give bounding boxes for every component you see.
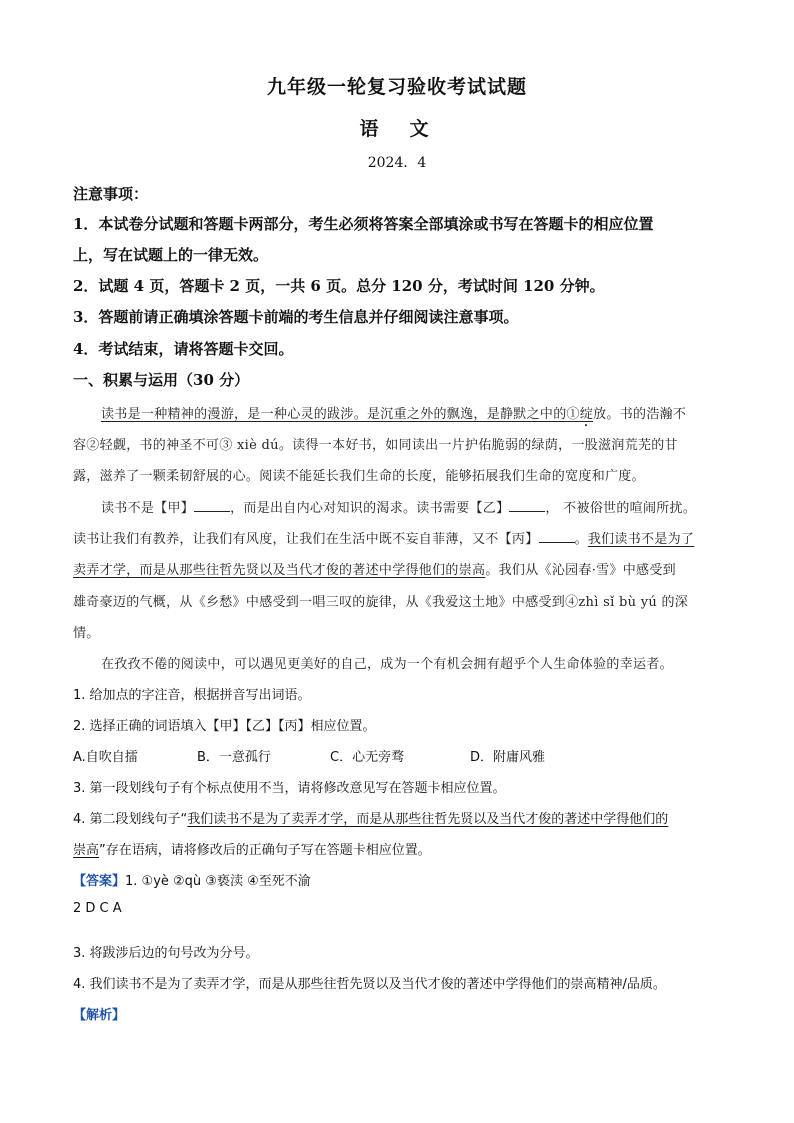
blank-bing [539,541,575,543]
blank-yi-prefix: ，而是出自内心对知识的渴求。读书需要【乙】 [230,501,510,516]
passage-p2-line1 [101,497,696,516]
notice-line-2: 2．试题 4 页，答题卡 2 页，一共 6 页。总分 120 分，考试时间 120 分钟。 [73,277,605,295]
passage-p1-line2: 容②轻觑，书的神圣不可③ xiè dú。读得一本好书，如同读出一片护佑脆弱的绿荫，一股滋润荒芜的甘 [73,438,678,453]
passage-p1-line1 [101,403,686,430]
notice-heading: 注意事项： [73,185,149,203]
page-title: 九年级一轮复习验收考试试题 [266,76,527,98]
passage-p2-line5: 情。 [73,626,100,641]
question-4-line1 [73,808,668,827]
question-4-line2 [73,839,431,858]
passage-p2-line4: 雄奇豪迈的气概，从《乡愁》中感受到一唱三叹的旋律，从《我爱这土地》中感受到④zhì sǐ bù yú 的深 [73,595,689,610]
passage-p2-line3-tail: 。我们从《沁园春·雪》中感受到 [485,563,676,578]
answer-label: 【答案】 [73,874,126,889]
question-4-prefix: 4. 第二段划线句子“ [73,812,188,827]
blank-bing-prefix: 读书让我们有教养，让我们有风度，让我们在生活中既不妄自菲薄，又不【丙】 [73,532,539,547]
section-heading: 一、积累与运用（30 分） [73,371,250,389]
answer-4: 4. 我们读书不是为了卖弄才学，而是从那些往哲先贤以及当代才俊的著述中学得他们的崇高精神/品质。 [73,977,666,992]
blank-jia-prefix: 读书不是【甲】 [101,501,195,516]
passage-p2-line2 [73,528,694,547]
passage-p3: 在孜孜不倦的阅读中，可以遇见更美好的自己，成为一个有机会拥有超乎个人生命体验的幸运者。 [101,657,673,672]
answer-2: 2 D C A [73,901,122,916]
question-1: 1. 给加点的字注音，根据拼音写出词语。 [73,688,311,703]
underlined-sentence-1: 读书是一种精神的漫游，是一种心灵的跋涉。是沉重之外的飘逸，是静默之中的① [101,407,580,422]
question-4-underlined-end: 崇高 [73,843,100,858]
subject-title: 语 文 [359,118,435,140]
passage-p1-line3: 露，滋养了一颗柔韧舒展的心。阅读不能延长我们生命的长度，能够拓展我们生命的宽度和广度。 [73,469,645,484]
period: 。 [574,532,588,547]
notice-line-1b: 上，写在试题上的一律无效。 [73,246,269,264]
answer-3: 3. 将跋涉后边的句号改为分号。 [73,946,259,961]
notice-line-1a: 1．本试卷分试题和答题卡两部分，考生必须将答案全部填涂或书写在答题卡的相应位置 [73,215,654,233]
answer-line-1 [73,870,311,889]
option-c: C．心无旁骛 [330,750,405,765]
option-b: B．一意孤行 [197,750,271,765]
option-d: D．附庸风雅 [470,750,546,765]
underlined-sentence-2-start: 我们读书不是为了 [587,532,695,547]
question-3: 3. 第一段划线句子有个标点使用不当，请将修改意见写在答题卡相应位置。 [73,781,506,796]
notice-line-3: 3．答题前请正确填涂答题卡前端的考生信息并仔细阅读注意事项。 [73,308,519,326]
passage-p2-line3 [73,559,676,578]
passage-p2-line1-tail: ， 不被俗世的喧闹所扰。 [545,501,697,516]
question-4-suffix: ”存在语病，请将修改后的正确句子写在答题卡相应位置。 [99,843,431,858]
notice-line-4: 4．考试结束，请将答题卡交回。 [73,340,294,358]
analysis-label: 【解析】 [73,1008,126,1023]
question-2: 2. 选择正确的词语填入【甲】【乙】【丙】相应位置。 [73,719,376,734]
answer-1: 1. ①yè ②qù ③亵渎 ④至死不渝 [125,874,311,889]
passage-p1-tail: 放。书的浩瀚不 [593,407,687,422]
exam-date: 2024．4 [367,155,427,171]
question-4-underlined: 我们读书不是为了卖弄才学，而是从那些往哲先贤以及当代才俊的著述中学得他们的 [187,812,669,827]
blank-jia [194,510,230,512]
option-a: A.自吹自擂 [73,750,138,765]
dotted-char-1: 绽 [579,407,594,422]
blank-yi [509,510,545,512]
underlined-sentence-2-end: 卖弄才学，而是从那些往哲先贤以及当代才俊的著述中学得他们的崇高 [73,563,486,578]
